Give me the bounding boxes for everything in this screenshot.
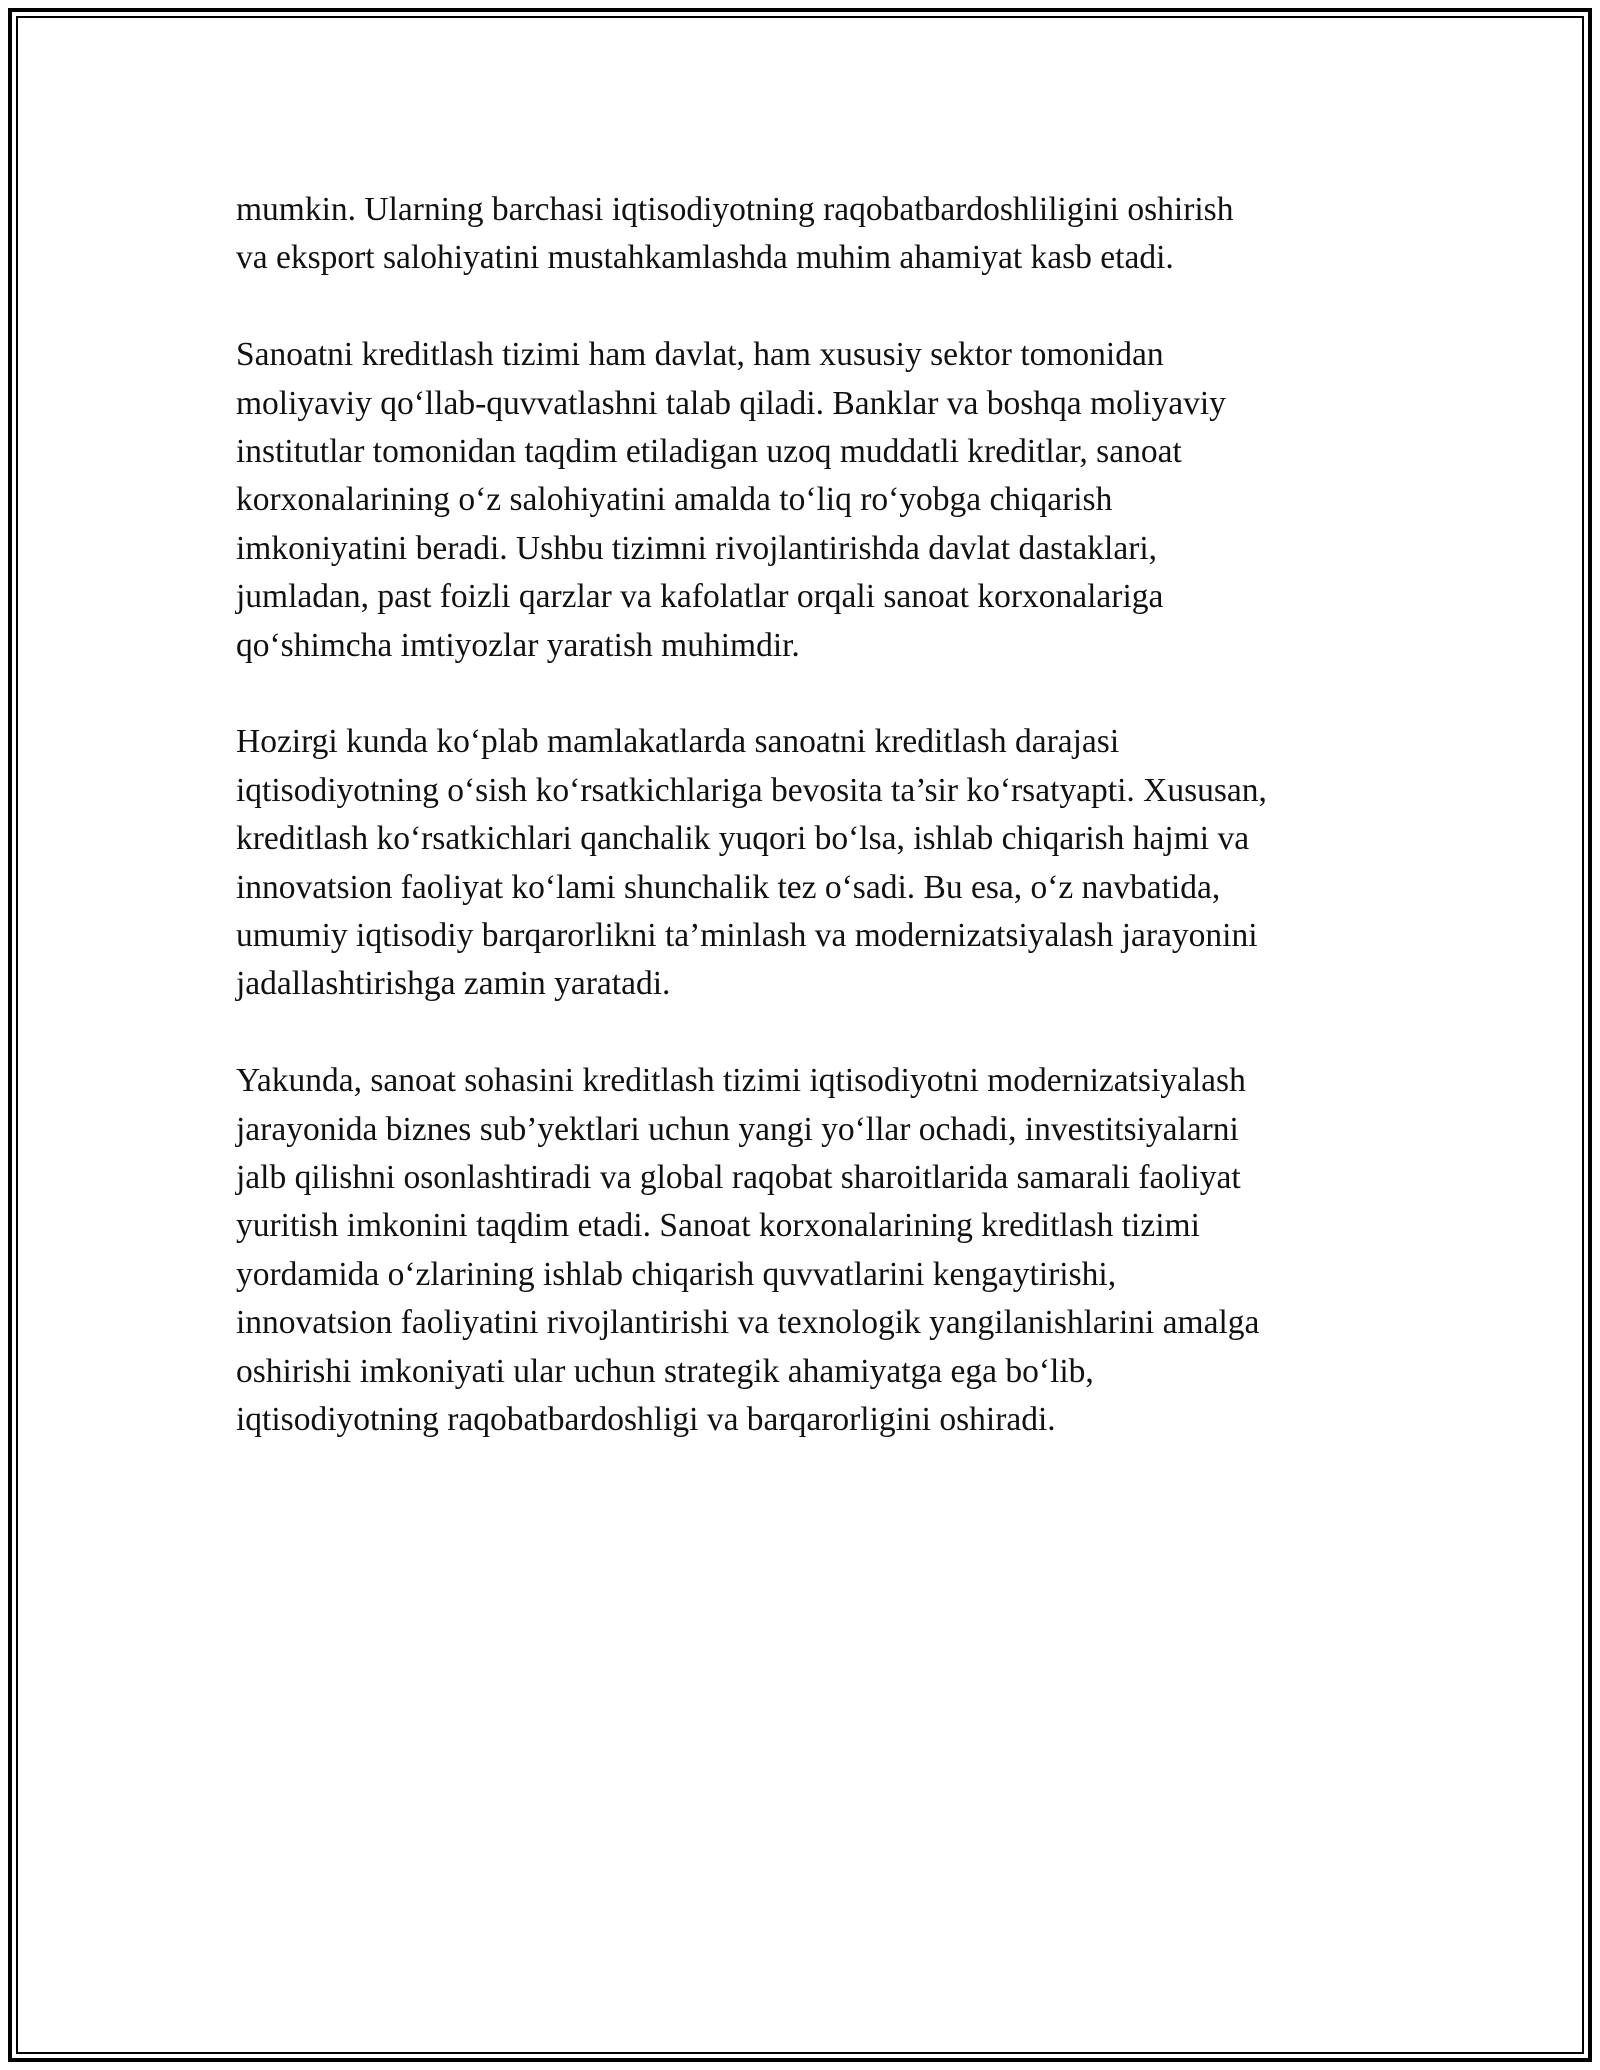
paragraph-4 bbox=[236, 1057, 1416, 1444]
paragraph-2 bbox=[236, 331, 1416, 670]
text-line: imkoniyatini beradi. Ushbu tizimni rivojlantirishda davlat dastaklari, bbox=[236, 529, 1158, 567]
text-line: korxonalarining o‘z salohiyatini amalda to‘liq ro‘yobga chiqarish bbox=[236, 481, 1113, 519]
text-line: va eksport salohiyatini mustahkamlashda muhim ahamiyat kasb etadi. bbox=[236, 239, 1174, 277]
text-line: Sanoatni kreditlash tizimi ham davlat, ham xususiy sektor tomonidan bbox=[236, 336, 1164, 374]
text-line: kreditlash ko‘rsatkichlari qanchalik yuqori bo‘lsa, ishlab chiqarish hajmi va bbox=[236, 820, 1250, 858]
text-line: yuritish imkonini taqdim etadi. Sanoat korxonalarining kreditlash tizimi bbox=[236, 1207, 1200, 1245]
text-line: Yakunda, sanoat sohasini kreditlash tizimi iqtisodiyotni modernizatsiyalash bbox=[236, 1062, 1246, 1100]
text-line: moliyaviy qo‘llab-quvvatlashni talab qiladi. Banklar va boshqa moliyaviy bbox=[236, 384, 1226, 422]
text-line: qo‘shimcha imtiyozlar yaratish muhimdir. bbox=[236, 626, 800, 664]
text-line: innovatsion faoliyat ko‘lami shunchalik tez o‘sadi. Bu esa, o‘z navbatida, bbox=[236, 868, 1221, 906]
text-line: jarayonida biznes sub’yektlari uchun yangi yo‘llar ochadi, investitsiyalarni bbox=[236, 1110, 1239, 1148]
text-line: Hozirgi kunda ko‘plab mamlakatlarda sanoatni kreditlash darajasi bbox=[236, 723, 1120, 761]
text-line: mumkin. Ularning barchasi iqtisodiyotning raqobatbardoshliligini oshirish bbox=[236, 191, 1234, 228]
text-line: jadallashtirishga zamin yaratadi. bbox=[236, 965, 671, 1003]
text-line: yordamida o‘zlarining ishlab chiqarish quvvatlarini kengaytirishi, bbox=[236, 1255, 1117, 1293]
text-line: oshirishi imkoniyati ular uchun strategik ahamiyatga ega bo‘lib, bbox=[236, 1352, 1094, 1390]
paragraph-1 bbox=[236, 186, 1416, 283]
text-line: iqtisodiyotning raqobatbardoshligi va barqarorligini oshiradi. bbox=[236, 1401, 1056, 1439]
text-line: innovatsion faoliyatini rivojlantirishi va texnologik yangilanishlarini amalga bbox=[236, 1304, 1260, 1342]
text-line: institutlar tomonidan taqdim etiladigan uzoq muddatli kreditlar, sanoat bbox=[236, 433, 1182, 471]
text-line: iqtisodiyotning o‘sish ko‘rsatkichlariga bevosita ta’sir ko‘rsatyapti. Xususan, bbox=[236, 771, 1267, 809]
paragraph-3 bbox=[236, 718, 1416, 1008]
text-line: jalb qilishni osonlashtiradi va global raqobat sharoitlarida samarali faoliyat bbox=[236, 1159, 1241, 1197]
document-body bbox=[236, 186, 1416, 1493]
text-line: umumiy iqtisodiy barqarorlikni ta’minlash va modernizatsiyalash jarayonini bbox=[236, 917, 1258, 955]
text-line: jumladan, past foizli qarzlar va kafolatlar orqali sanoat korxonalariga bbox=[236, 578, 1164, 616]
